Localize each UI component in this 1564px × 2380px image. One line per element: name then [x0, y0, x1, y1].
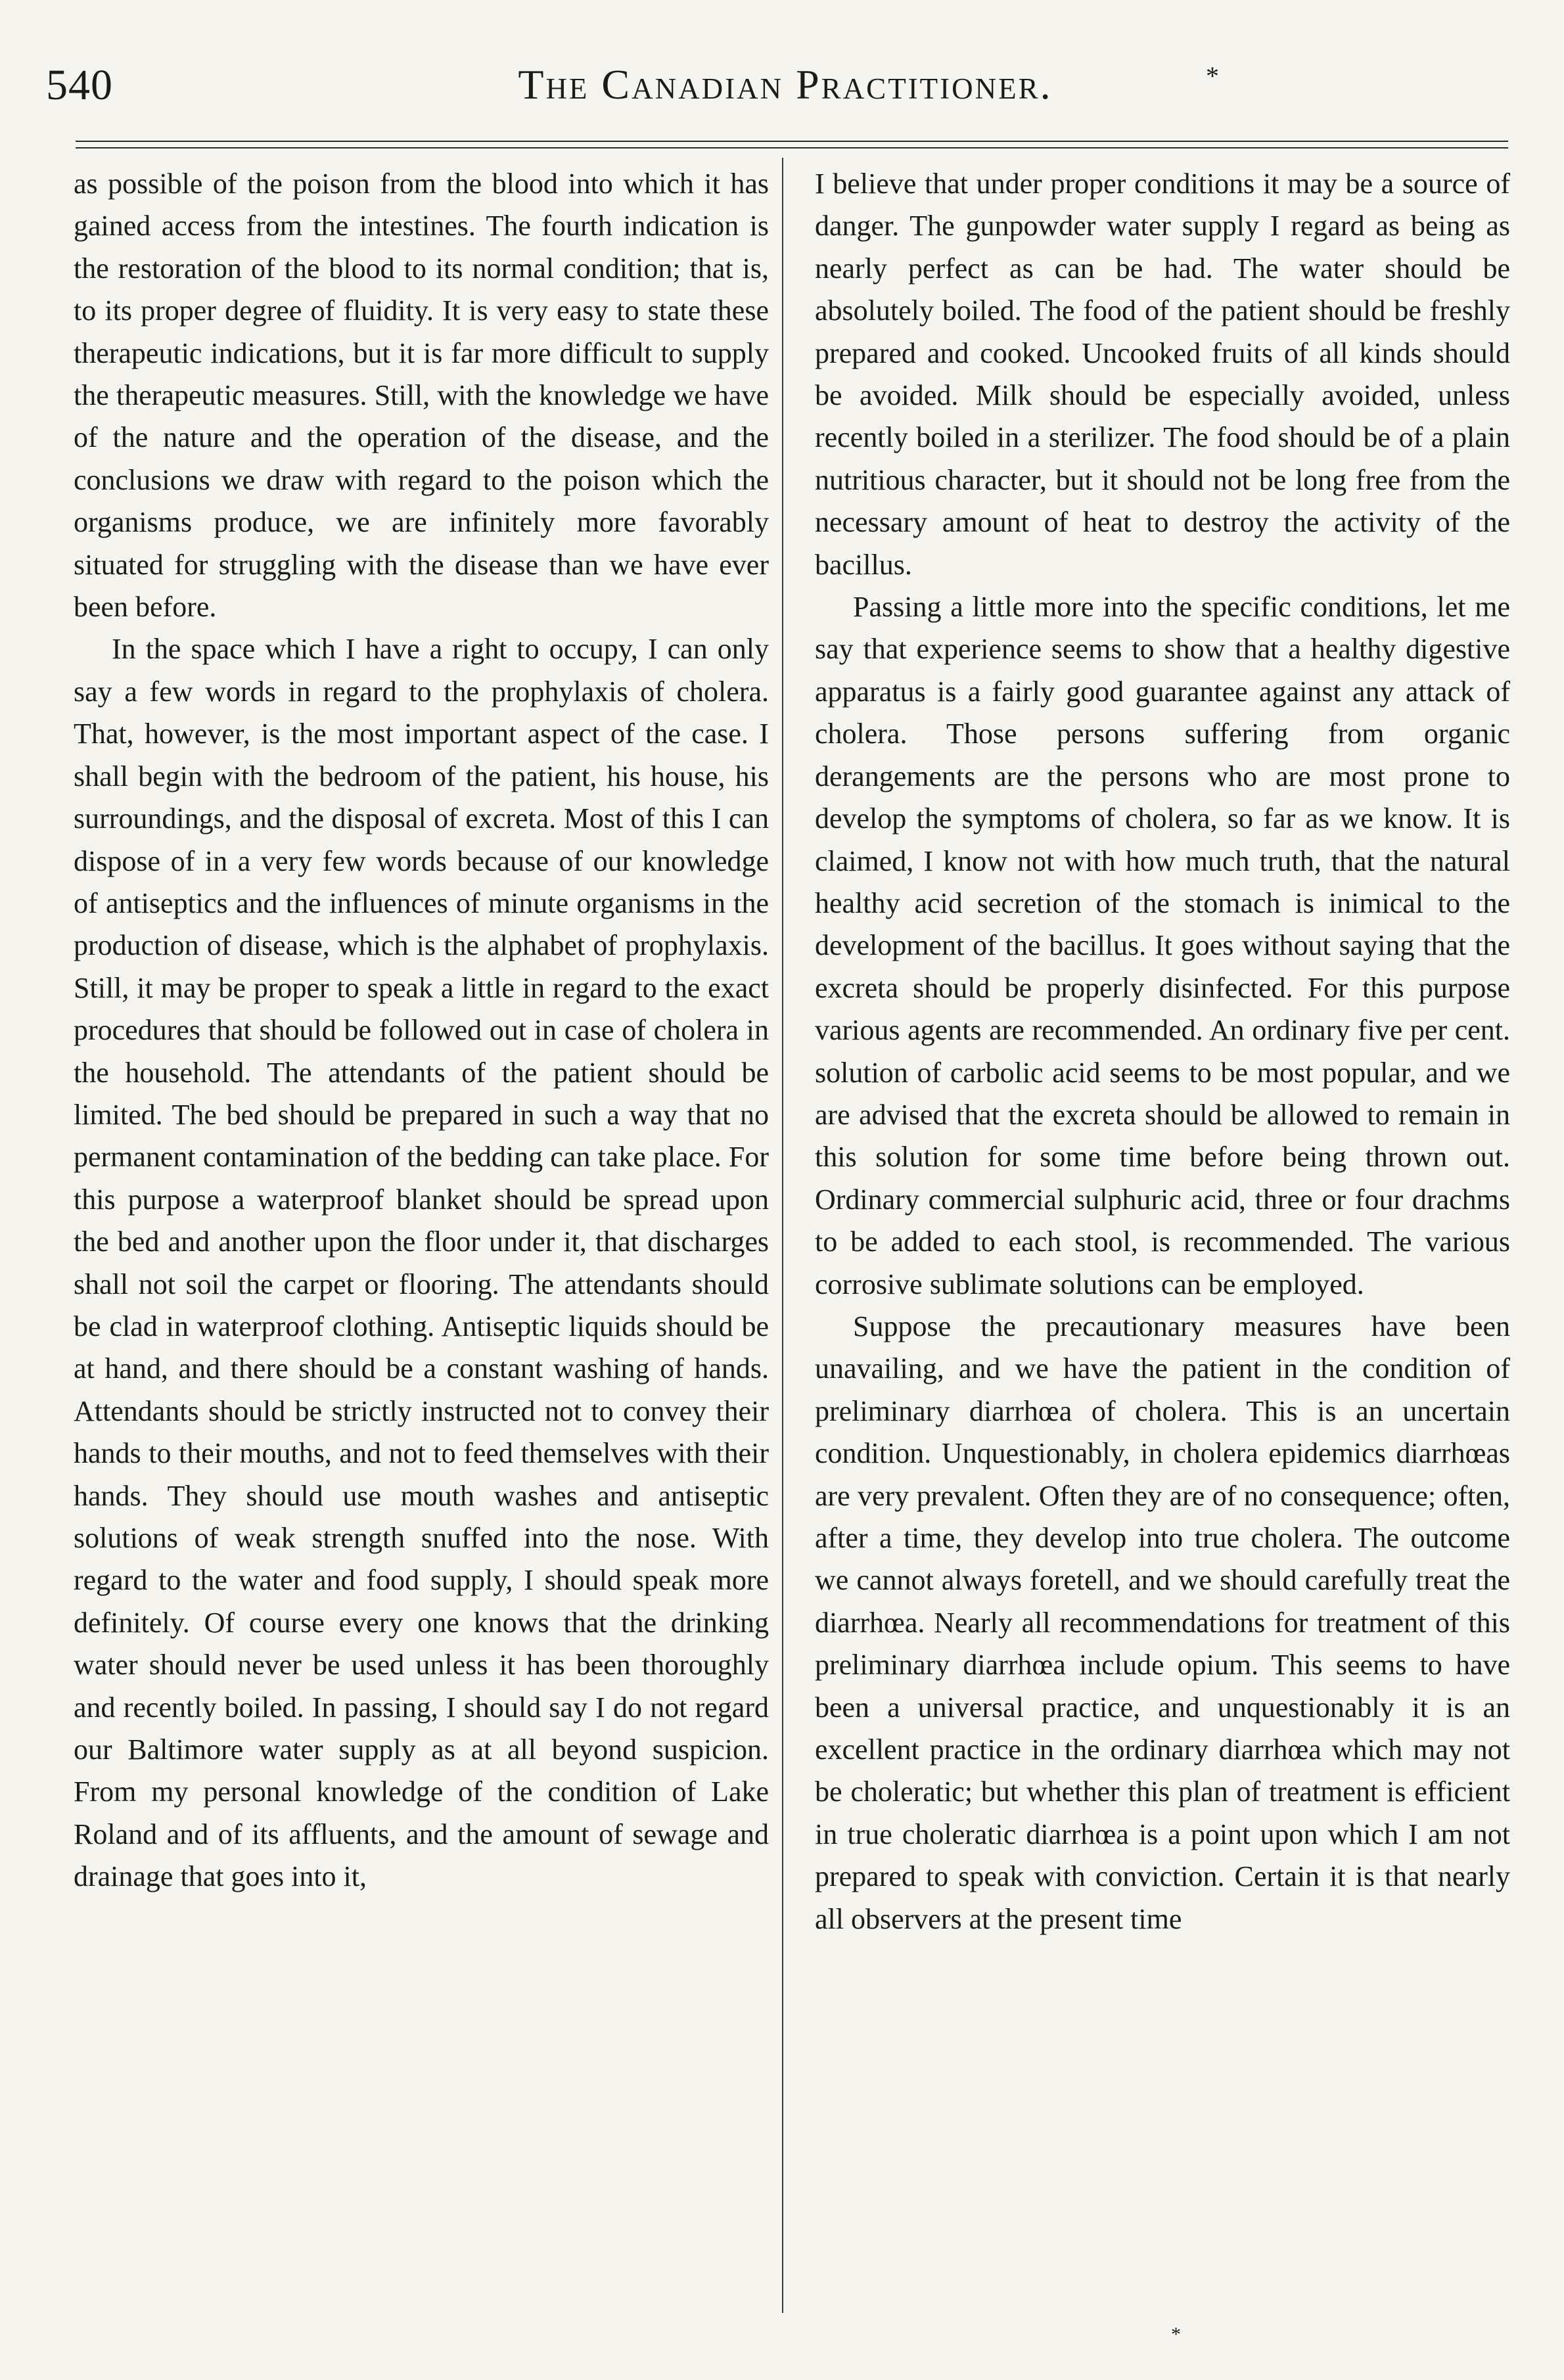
- page-number: 540: [46, 61, 113, 109]
- page-header: [46, 60, 1525, 133]
- footer-asterisk-mark: *: [1171, 2323, 1181, 2345]
- right-paragraph-3: Suppose the precautionary measures have been unavailing, and we have the patient in the condition of preliminary diarrhœa of cholera. This is an uncertain condition. Unquestionably, in cholera epidemics diarrhœas are very prevalent. Often they are of no consequence; often, after a time, they develop into true cholera. The outcome we cannot always foretell, and we should carefully treat the diarrhœa. Nearly all recommendations for treatment of this preliminary diarrhœa include opium. This seems to have been a universal practice, and unquestionably it is an excellent practice in the ordinary diarrhœa which may not be choleratic; but whether this plan of treatment is efficient in true choleratic diarrhœa is a point upon which I am not prepared to speak with conviction. Certain it is that nearly all observers at the present time: [815, 1310, 1510, 1935]
- header-rule-top: [76, 141, 1508, 142]
- column-divider: [782, 158, 783, 2313]
- left-column: [74, 163, 769, 1898]
- right-paragraph-1: I believe that under proper conditions it may be a source of danger. The gunpowder water supply I regard as being as nearly perfect as can be had. The water should be absolutely boiled. The food of the patient should be freshly prepared and cooked. Uncooked fruits of all kinds should be avoided. Milk should be especially avoided, unless recently boiled in a sterilizer. The food should be of a plain nutritious character, but it should not be long free from the necessary amount of heat to destroy the activity of the bacillus.: [815, 168, 1510, 581]
- right-column: [815, 163, 1510, 1940]
- left-paragraph-1: as possible of the poison from the blood into which it has gained access from the intestines. The fourth indication is the restoration of the blood to its normal condition; that is, to its proper degree of fluidity. It is very easy to state these therapeutic indications, but it is far more difficult to supply the therapeutic measures. Still, with the knowledge we have of the nature and the operation of the disease, and the conclusions we draw with regard to the poison which the organisms produce, we are infinitely more favorably situated for struggling with the disease than we have ever been before.: [74, 168, 769, 624]
- header-asterisk-mark: *: [1206, 61, 1219, 91]
- header-rule-bottom: [76, 147, 1508, 149]
- left-paragraph-2: In the space which I have a right to occupy, I can only say a few words in regard to the prophylaxis of cholera. That, however, is the most important aspect of the case. I shall begin with the bedroom of the patient, his house, his surroundings, and the disposal of excreta. Most of this I can dispose of in a very few words because of our knowledge of antiseptics and the influences of minute organisms in the production of disease, which is the alphabet of prophylaxis. Still, it may be proper to speak a little in regard to the exact procedures that should be followed out in case of cholera in the household. The attendants of the patient should be limited. The bed should be prepared in such a way that no permanent contamination of the bedding can take place. For this purpose a waterproof blanket should be spread upon the bed and another upon the floor under it, that discharges shall not soil the carpet or flooring. The attendants should be clad in waterproof clothing. Antiseptic liquids should be at hand, and there should be a constant washing of hands. Attendants should be strictly instructed not to convey their hands to their mouths, and not to feed themselves with their hands. They should use mouth washes and antiseptic solutions of weak strength snuffed into the nose. With regard to the water and food supply, I should speak more definitely. Of course every one knows that the drinking water should never be used unless it has been thoroughly and recently boiled. In passing, I should say I do not regard our Baltimore water supply as at all beyond suspicion. From my personal knowledge of the condition of Lake Roland and of its affluents, and the amount of sewage and drainage that goes into it,: [74, 633, 769, 1893]
- journal-title: The Canadian Practitioner.: [518, 61, 1053, 108]
- right-paragraph-2: Passing a little more into the specific conditions, let me say that experience seems to show that a healthy digestive apparatus is a fairly good guarantee against any attack of cholera. Those persons suffering from organic derangements are the persons who are most prone to develop the symptoms of cholera, so far as we know. It is claimed, I know not with how much truth, that the natural healthy acid secretion of the stomach is inimical to the development of the bacillus. It goes without saying that the excreta should be properly disinfected. For this purpose various agents are recommended. An ordinary five per cent. solution of carbolic acid seems to be most popular, and we are advised that the excreta should be allowed to remain in this solution for some time before being thrown out. Ordinary commercial sulphuric acid, three or four drachms to be added to each stool, is recommended. The various corrosive sublimate solutions can be employed.: [815, 591, 1510, 1300]
